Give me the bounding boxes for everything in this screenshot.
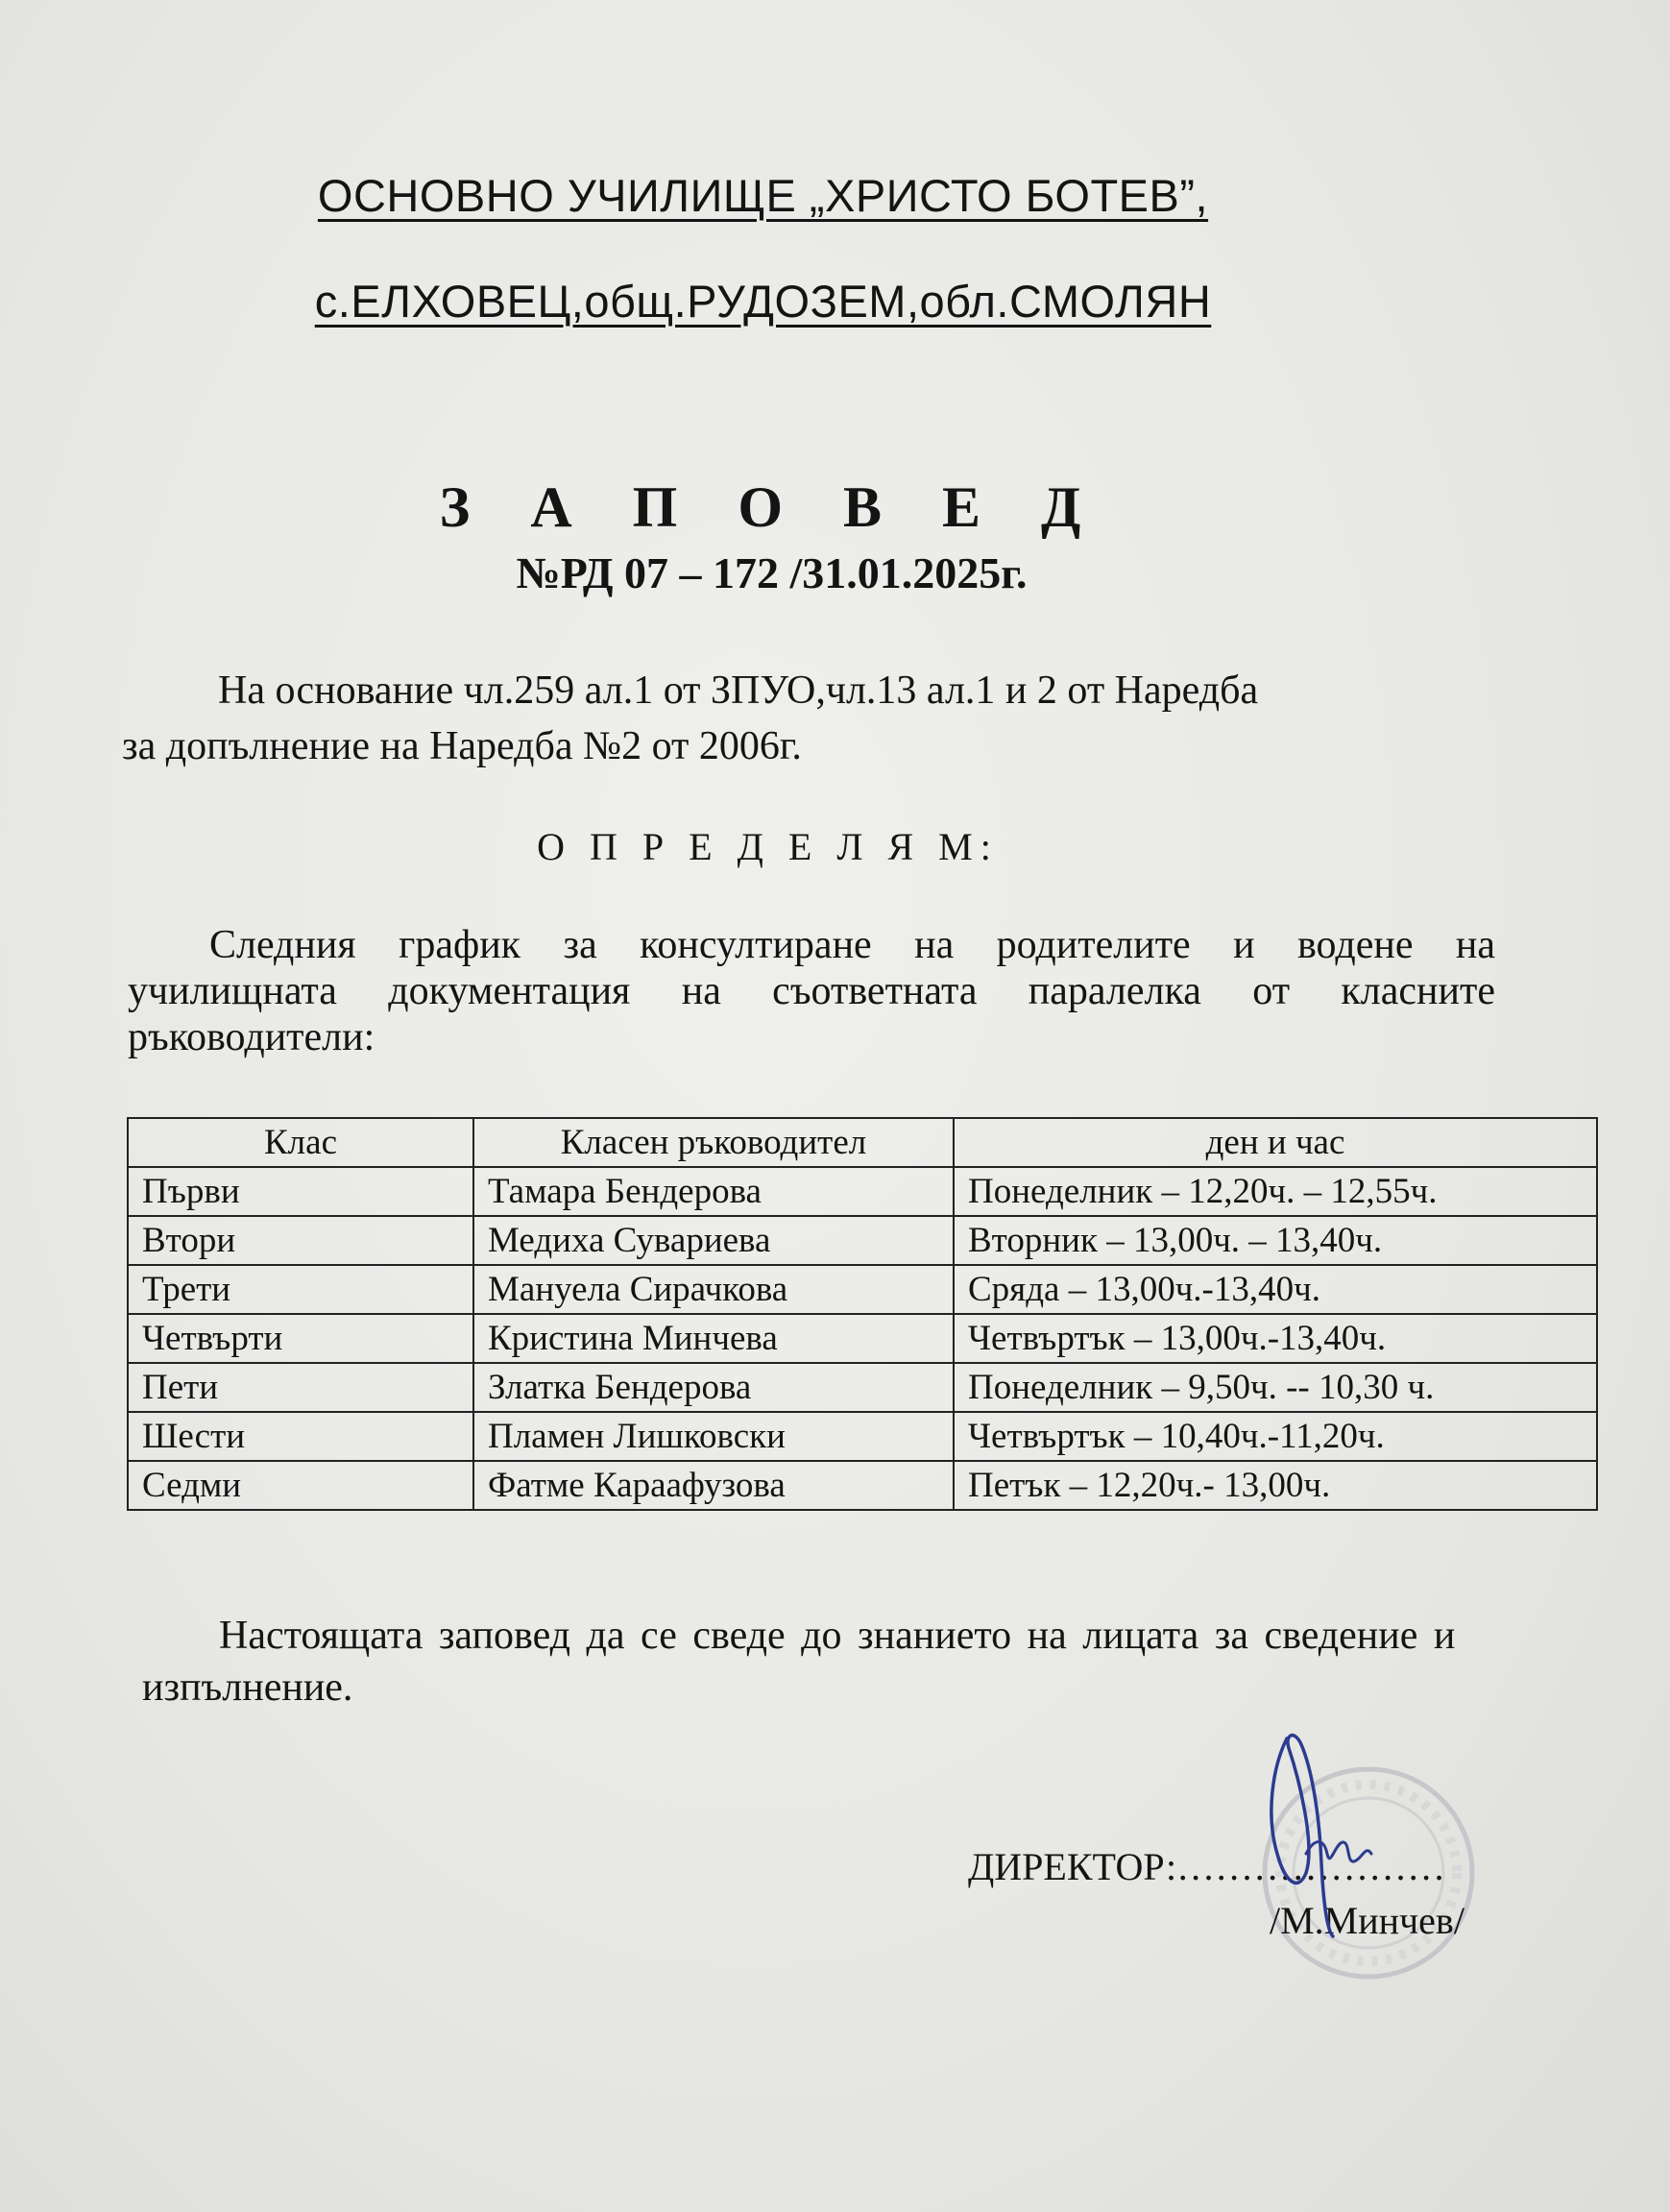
table-header-row	[128, 1118, 1597, 1167]
class-cell: Първи	[128, 1167, 473, 1216]
class-cell: Шести	[128, 1412, 473, 1461]
class-cell: Седми	[128, 1461, 473, 1510]
day-time-cell: Понеделник – 9,50ч. -- 10,30 ч.	[954, 1363, 1597, 1412]
director-name: /М.Минчев/	[1270, 1899, 1464, 1942]
teacher-cell: Златка Бендерова	[473, 1363, 954, 1412]
day-time-cell: Сряда – 13,00ч.-13,40ч.	[954, 1265, 1597, 1314]
teacher-cell: Пламен Лишковски	[473, 1412, 954, 1461]
closing-line-1: Настоящата заповед да се сведе до знанието на лицата за сведение и	[219, 1614, 1456, 1658]
order-number: №РД 07 – 172 /31.01.2025г.	[516, 548, 1028, 597]
column-header-teacher: Класен ръководител	[473, 1118, 954, 1167]
table-row	[128, 1314, 1597, 1363]
order-title: З А П О В Е Д	[439, 475, 1104, 539]
intro-paragraph: Следния график за консултиране на родителите и водене на училищната документация на съответната паралелка от класните ръководители:	[128, 923, 1495, 1059]
legal-basis-line-2: за допълнение на Наредба №2 от 2006г.	[122, 724, 802, 768]
class-cell: Четвърти	[128, 1314, 473, 1363]
day-time-cell: Четвъртък – 10,40ч.-11,20ч.	[954, 1412, 1597, 1461]
column-header-class: Клас	[128, 1118, 473, 1167]
column-header-day-time: ден и час	[954, 1118, 1597, 1167]
handwritten-signature	[1239, 1710, 1431, 1940]
day-time-cell: Петък – 12,20ч.- 13,00ч.	[954, 1461, 1597, 1510]
teacher-cell: Тамара Бендерова	[473, 1167, 954, 1216]
day-time-cell: Понеделник – 12,20ч. – 12,55ч.	[954, 1167, 1597, 1216]
closing-line-2: изпълнение.	[142, 1665, 353, 1710]
consultation-schedule-table	[127, 1117, 1598, 1511]
legal-basis-line-1: На основание чл.259 ал.1 от ЗПУО,чл.13 ал.1 и 2 от Наредба	[218, 668, 1259, 713]
table-row	[128, 1216, 1597, 1265]
table-row	[128, 1412, 1597, 1461]
teacher-cell: Фатме Караафузова	[473, 1461, 954, 1510]
class-cell: Трети	[128, 1265, 473, 1314]
director-label: ДИРЕКТОР:…………………	[968, 1845, 1446, 1888]
teacher-cell: Мануела Сирачкова	[473, 1265, 954, 1314]
teacher-cell: Кристина Минчева	[473, 1314, 954, 1363]
school-location: с.ЕЛХОВЕЦ,общ.РУДОЗЕМ,обл.СМОЛЯН	[314, 276, 1212, 327]
table-row	[128, 1461, 1597, 1510]
day-time-cell: Вторник – 13,00ч. – 13,40ч.	[954, 1216, 1597, 1265]
table-row	[128, 1167, 1597, 1216]
table-row	[128, 1265, 1597, 1314]
day-time-cell: Четвъртък – 13,00ч.-13,40ч.	[954, 1314, 1597, 1363]
school-name: ОСНОВНО УЧИЛИЩЕ „ХРИСТО БОТЕВ”,	[317, 170, 1209, 221]
table-row	[128, 1363, 1597, 1412]
teacher-cell: Медиха Сувариева	[473, 1216, 954, 1265]
class-cell: Пети	[128, 1363, 473, 1412]
determine-heading: О П Р Е Д Е Л Я М:	[537, 825, 999, 868]
class-cell: Втори	[128, 1216, 473, 1265]
